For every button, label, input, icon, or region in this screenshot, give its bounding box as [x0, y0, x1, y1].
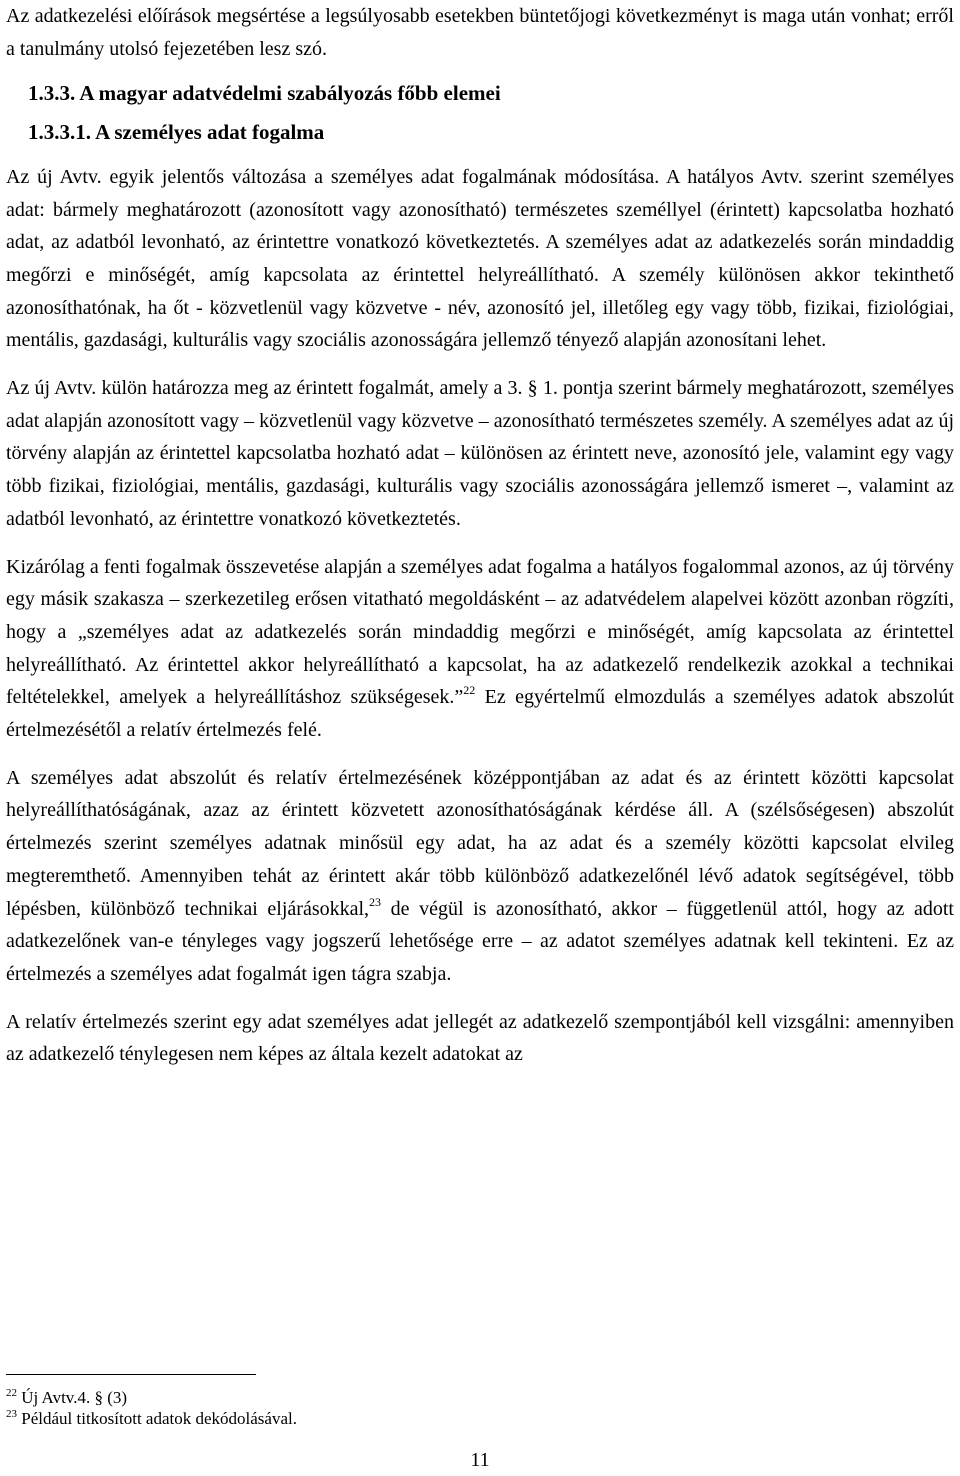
- footnote-number: 23: [6, 1408, 17, 1420]
- paragraph-absolute-text-b: de végül is azonosítható, akkor – függetlenül attól, hogy az adott adatkezelőnek van-e tényleges vagy jogszerű lehetősége erre – az adatot személyes adatnak kell tekinteni. Ez az értelmezés a személyes adat fogalmát igen tágra szabja.: [6, 897, 954, 985]
- footnote-ref-23[interactable]: 23: [369, 894, 382, 909]
- footnote-23: [6, 1408, 954, 1429]
- footnote-ref-22[interactable]: 22: [463, 683, 476, 698]
- footnote-22: [6, 1387, 954, 1408]
- paragraph-absolute-text-a: A személyes adat abszolút és relatív értelmezésének középpontjában az adat és az érintett közötti kapcsolat helyreállíthatóságának, azaz az érintett közvetett azonosíthatóságának kérdése áll. A (szélsőségesen) abszolút értelmezés szerint személyes adatnak minősül egy adat, ha az adat és a személy közötti kapcsolat elvileg megteremthető. Amennyiben tehát az érintett akár több különböző adatkezelőnél lévő adatok segítségével, több lépésben, különböző technikai eljárásokkal,: [6, 766, 954, 920]
- section-heading: 1.3.3. A magyar adatvédelmi szabályozás főbb elemei: [28, 81, 501, 106]
- subsection-heading: 1.3.3.1. A személyes adat fogalma: [28, 120, 325, 145]
- paragraph-absolute-relative: [6, 762, 954, 991]
- paragraph-comparison-text-a: Kizárólag a fenti fogalmak összevetése alapján a személyes adat fogalma a hatályos fogalommal azonos, az új törvény egy másik szakasza – szerkezetileg erősen vitatható megoldásként – az adatvédelem alapelvei között azonban rögzíti, hogy a „személyes adat az adatkezelés során mindaddig megőrzi e minőségét, amíg kapcsolata az érintettel helyreállítható. Az érintettel akkor helyreállítható a kapcsolat, ha az adatkezelő rendelkezik azokkal a technikai feltételekkel, amelyek a helyreállításhoz szükségesek.”: [6, 555, 954, 709]
- paragraph-new-law: Az új Avtv. külön határozza meg az érintett fogalmát, amely a 3. § 1. pontja szerint bármely meghatározott, személyes adat alapján azonosított vagy – közvetlenül vagy közvetve – azonosítható természetes személy. A személyes adat az új törvény alapján az érintettel kapcsolatba hozható adat – különösen az érintett neve, azonosító jele, valamint egy vagy több fizikai, fiziológiai, mentális, gazdasági, kulturális vagy szociális azonosságára jellemző ismeret –, valamint az adatból levonható, az érintettre vonatkozó következtetés.: [6, 377, 954, 530]
- paragraph-definition: Az új Avtv. egyik jelentős változása a személyes adat fogalmának módosítása. A hatályos Avtv. szerint személyes adat: bármely meghatározott (azonosított vagy azonosítható) természetes személlyel (érintett) kapcsolatba hozható adat, az adatból levonható, az érintettre vonatkozó következtetés. A személyes adat az adatkezelés során mindaddig megőrzi e minőségét, amíg kapcsolata az érintettel helyreállítható. A személy különösen akkor tekinthető azonosíthatónak, ha őt - közvetlenül vagy közvetve - név, azonosító jel, illetőleg egy vagy több, fizikai, fiziológiai, mentális, gazdasági, kulturális vagy szociális azonosságára jellemző tényező alapján azonosítani lehet.: [6, 165, 954, 352]
- footnote-divider: [6, 1374, 256, 1375]
- paragraph-relative: A relatív értelmezés szerint egy adat személyes adat jellegét az adatkezelő szempontjából kell vizsgálni: amennyiben az adatkezelő ténylegesen nem képes az általa kezelt adatokat az: [6, 1010, 954, 1066]
- footnotes: [6, 1374, 954, 1429]
- paragraph-intro: Az adatkezelési előírások megsértése a legsúlyosabb esetekben büntetőjogi következményt is maga után vonhat; erről a tanulmány utolsó fejezetében lesz szó.: [6, 5, 954, 60]
- paragraph-comparison-text-b: Ez egyértelmű elmozdulás a személyes adatok abszolút értelmezésétől a relatív értelmezés felé.: [6, 686, 954, 742]
- body-text: [6, 0, 954, 1071]
- footnote-text: Új Avtv.4. § (3): [21, 1388, 128, 1407]
- page-number: 11: [470, 1449, 490, 1471]
- footnote-number: 22: [6, 1387, 17, 1399]
- paragraph-comparison: [6, 551, 954, 747]
- footnote-text: Például titkosított adatok dekódolásával.: [21, 1409, 297, 1428]
